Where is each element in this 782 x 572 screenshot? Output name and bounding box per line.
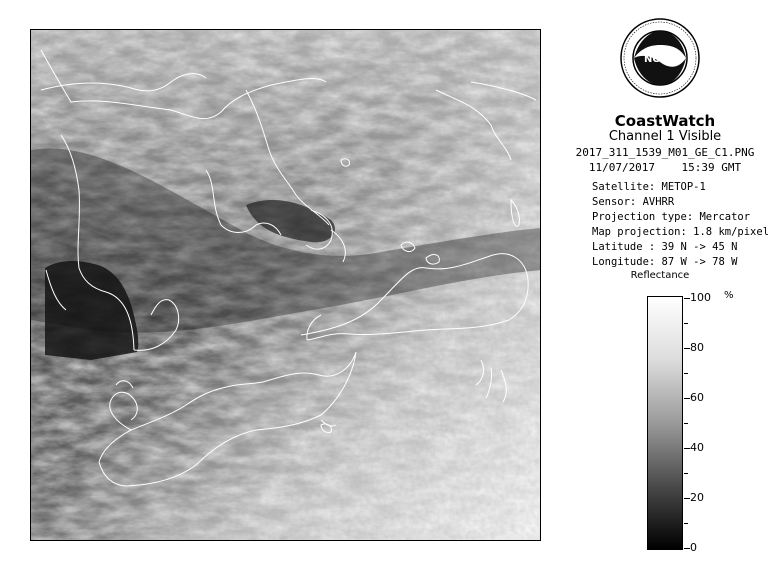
filename-label: 2017_311_1539_M01_GE_C1.PNG — [575, 146, 755, 159]
colorbar-tick-label: 80 — [690, 341, 704, 354]
colorbar-unit: % — [724, 290, 734, 301]
meta-longitude — [592, 255, 737, 270]
meta-longitude-label: Longitude: — [592, 256, 656, 268]
colorbar — [647, 296, 683, 550]
colorbar-tick-label: 40 — [690, 441, 704, 454]
datetime-label: 11/07/2017 15:39 GMT — [588, 161, 742, 174]
meta-satellite-value: METOP-1 — [661, 181, 706, 193]
noaa-logo-text: NOAA — [643, 54, 677, 65]
colorbar-title: Reflectance — [630, 270, 690, 281]
colorbar-tick-label: 20 — [690, 491, 704, 504]
meta-projection-type-value: Mercator — [699, 211, 751, 223]
satellite-image-svg — [31, 30, 541, 541]
colorbar-tick-mark — [684, 323, 688, 324]
meta-latitude — [592, 240, 737, 255]
meta-sensor-value: AVHRR — [642, 196, 675, 208]
satellite-image[interactable] — [30, 29, 541, 541]
meta-map-projection-value: 1.8 km/pixel — [693, 226, 770, 238]
colorbar-tick-label: 100 — [690, 291, 711, 304]
app-title: CoastWatch — [614, 112, 716, 130]
meta-satellite-label: Satellite: — [592, 181, 656, 193]
colorbar-tick-mark — [684, 473, 688, 474]
meta-sensor-label: Sensor: — [592, 196, 637, 208]
meta-satellite — [592, 180, 706, 195]
meta-longitude-value: 87 W -> 78 W — [661, 256, 738, 268]
noaa-logo — [620, 18, 700, 98]
channel-label: Channel 1 Visible — [608, 129, 722, 144]
colorbar-tick-mark — [684, 523, 688, 524]
colorbar-tick-mark — [684, 423, 688, 424]
colorbar-tick-label: 0 — [690, 541, 697, 554]
meta-latitude-label: Latitude : — [592, 241, 656, 253]
meta-map-projection-label: Map projection: — [592, 226, 687, 238]
meta-projection-type-label: Projection type: — [592, 211, 694, 223]
meta-latitude-value: 39 N -> 45 N — [661, 241, 738, 253]
colorbar-tick-mark — [684, 373, 688, 374]
meta-sensor — [592, 195, 674, 210]
meta-projection-type — [592, 210, 750, 225]
meta-map-projection — [592, 225, 769, 240]
colorbar-tick-label: 60 — [690, 391, 704, 404]
